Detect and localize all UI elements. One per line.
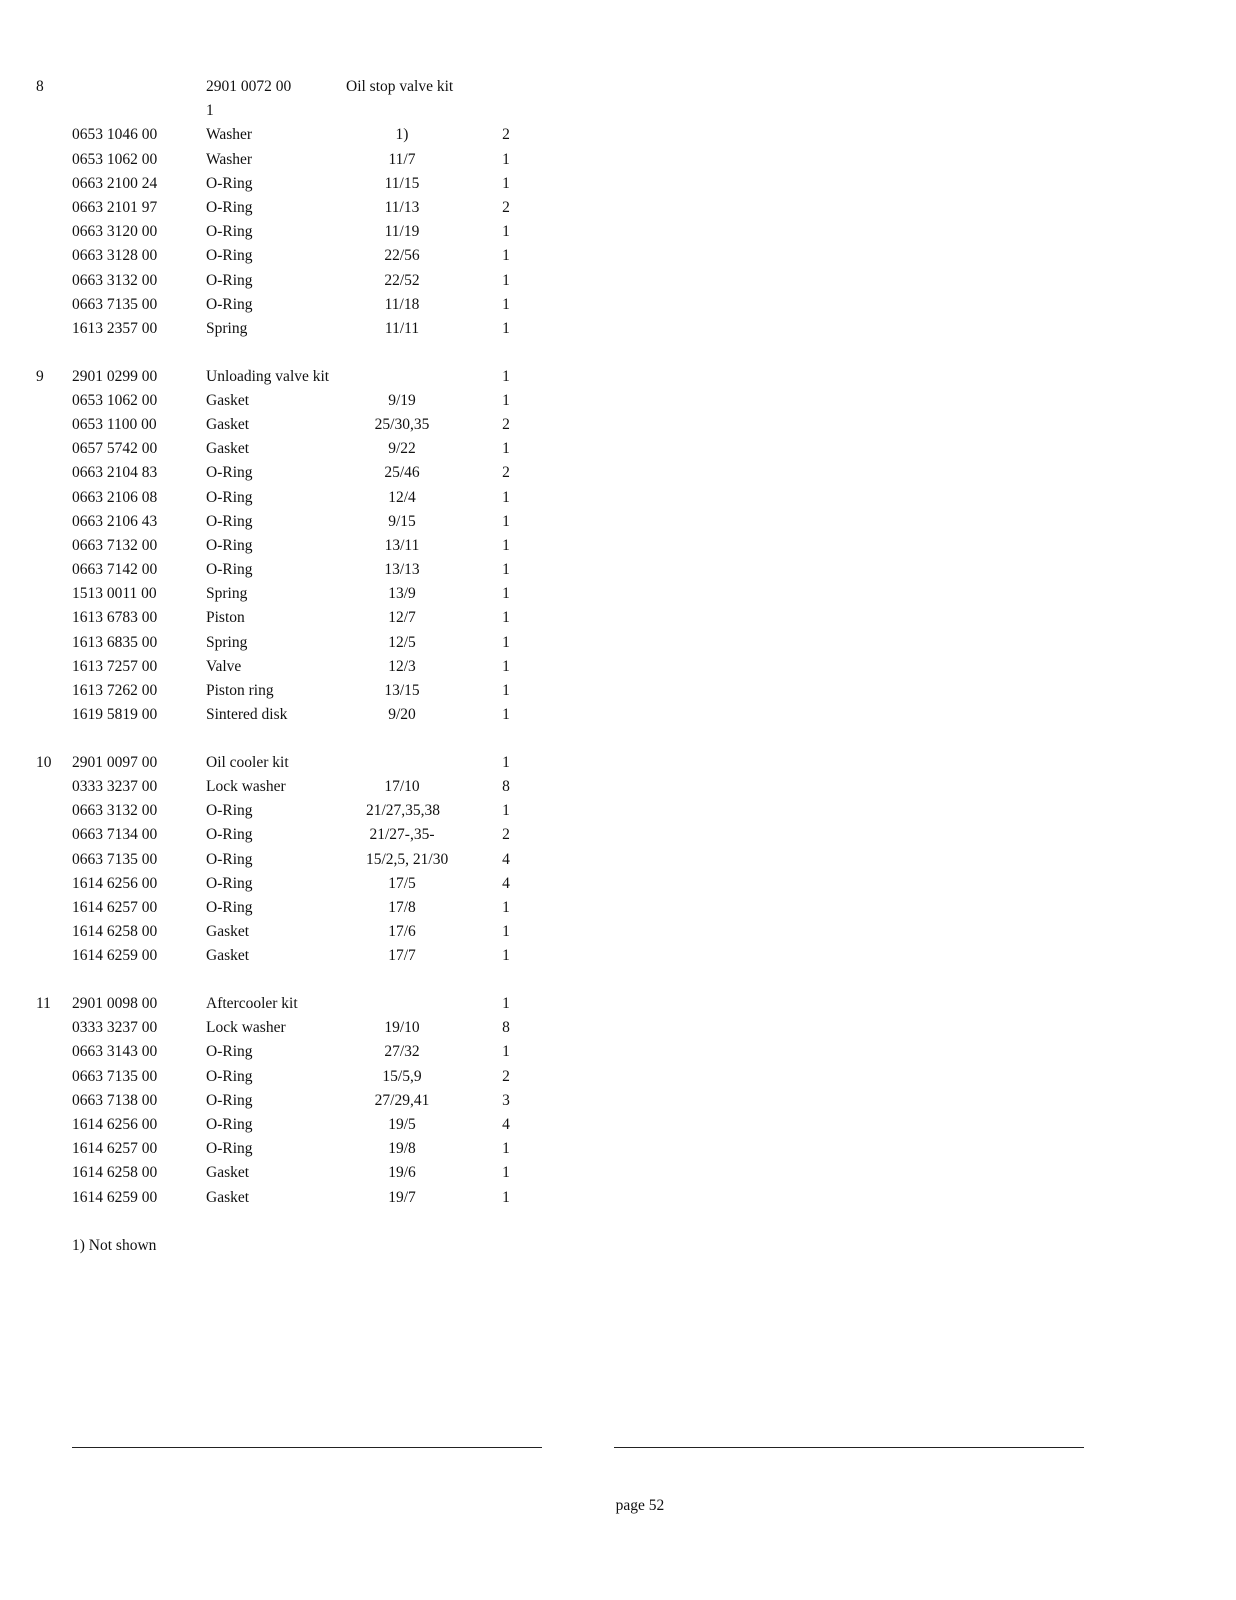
figure-reference: 17/10 <box>384 778 420 796</box>
part-quantity: 1 <box>502 633 510 651</box>
part-description: Gasket <box>206 415 250 433</box>
part-quantity: 8 <box>502 1019 510 1037</box>
kit-part-number: 2901 0299 00 <box>72 367 158 385</box>
part-description: O-Ring <box>206 1140 253 1158</box>
figure-reference: 21/27-,35- <box>369 826 435 844</box>
part-number: 0663 3132 00 <box>72 271 158 289</box>
part-description: O-Ring <box>206 536 253 554</box>
part-quantity: 1 <box>502 657 510 675</box>
part-description: Gasket <box>206 1164 250 1182</box>
figure-reference: 11/18 <box>384 295 420 313</box>
part-description: O-Ring <box>206 488 253 506</box>
part-number: 1614 6259 00 <box>72 1188 158 1206</box>
part-description: O-Ring <box>206 826 253 844</box>
section-gap <box>36 727 536 751</box>
figure-reference: 19/6 <box>388 1164 416 1182</box>
part-quantity: 2 <box>502 415 510 433</box>
part-quantity: 1 <box>502 1140 510 1158</box>
figure-reference: 15/5,9 <box>382 1067 422 1085</box>
part-number: 1614 6257 00 <box>72 1140 158 1158</box>
kit-item-number: 8 <box>36 78 44 95</box>
figure-reference: 25/46 <box>384 464 420 482</box>
part-number: 1613 6835 00 <box>72 633 158 651</box>
part-quantity: 1 <box>502 150 510 168</box>
figure-reference: 11/13 <box>384 198 420 216</box>
part-description: O-Ring <box>206 1043 253 1061</box>
part-quantity: 2 <box>502 826 510 844</box>
part-description: Piston <box>206 609 245 627</box>
part-number: 0663 7134 00 <box>72 826 158 844</box>
part-number: 1614 6256 00 <box>72 874 158 892</box>
part-quantity: 1 <box>502 561 510 579</box>
part-number: 0653 1100 00 <box>72 415 157 433</box>
part-quantity: 1 <box>502 1164 510 1182</box>
figure-reference: 9/15 <box>388 512 416 530</box>
part-description: Lock washer <box>206 778 286 796</box>
part-number: 0663 7132 00 <box>72 536 158 554</box>
figure-reference: 12/4 <box>388 488 416 506</box>
figure-reference: 13/11 <box>384 536 420 554</box>
part-description: Washer <box>206 150 253 168</box>
part-quantity: 1 <box>502 440 510 458</box>
figure-reference: 27/32 <box>384 1043 420 1061</box>
part-number: 0653 1062 00 <box>72 391 158 409</box>
part-description: O-Ring <box>206 1067 253 1085</box>
kit-item-number: 11 <box>36 995 51 1013</box>
table-row <box>36 920 536 944</box>
part-number: 0663 2104 83 <box>72 464 158 482</box>
figure-reference: 12/7 <box>388 609 416 627</box>
part-number: 0663 7135 00 <box>72 1067 158 1085</box>
table-row <box>36 148 536 172</box>
part-number: 0663 3143 00 <box>72 1043 158 1061</box>
part-description: Lock washer <box>206 1019 286 1037</box>
part-quantity: 1 <box>502 947 510 965</box>
part-number: 0663 2100 24 <box>72 174 158 192</box>
part-quantity: 1 <box>502 802 510 820</box>
part-number: 1614 6256 00 <box>72 1116 158 1133</box>
figure-reference: 11/19 <box>384 223 420 241</box>
table-row <box>36 317 536 341</box>
part-number: 0663 7135 00 <box>72 850 158 868</box>
table-row <box>36 631 536 655</box>
table-row <box>36 655 536 679</box>
part-number: 0663 7135 00 <box>72 295 158 313</box>
table-row <box>36 123 536 147</box>
table-row <box>36 293 536 317</box>
part-description: O-Ring <box>206 295 253 313</box>
part-quantity: 3 <box>502 1091 510 1109</box>
kit-part-number: 2901 0097 00 <box>72 753 158 771</box>
kit-name: Unloading valve kit <box>206 367 330 385</box>
part-description: O-Ring <box>206 223 253 241</box>
part-quantity: 1 <box>502 174 510 192</box>
part-description: Gasket <box>206 440 250 458</box>
part-description: O-Ring <box>206 247 253 265</box>
table-row <box>36 606 536 630</box>
table-row <box>36 1016 536 1040</box>
part-description: O-Ring <box>206 1091 253 1109</box>
part-number: 1614 6259 00 <box>72 947 158 965</box>
table-row <box>36 196 536 220</box>
part-description: Gasket <box>206 923 250 941</box>
part-quantity: 4 <box>502 1116 510 1133</box>
part-description: O-Ring <box>206 174 253 192</box>
table-row <box>36 799 536 823</box>
part-description: O-Ring <box>206 271 253 289</box>
table-row <box>36 872 536 896</box>
footer-rule-right <box>614 1447 1084 1448</box>
part-description: O-Ring <box>206 512 253 530</box>
table-row <box>36 848 536 872</box>
part-quantity: 1 <box>502 247 510 265</box>
kit-quantity: 1 <box>502 367 510 385</box>
kit-header-row <box>36 751 536 775</box>
part-number: 1613 7257 00 <box>72 657 158 675</box>
table-row <box>36 510 536 534</box>
table-row <box>36 220 536 244</box>
figure-reference: 17/7 <box>388 947 416 965</box>
table-row <box>36 1040 536 1064</box>
table-row <box>36 679 536 703</box>
table-row <box>36 461 536 485</box>
part-quantity: 1 <box>502 609 510 627</box>
kit-item-number: 9 <box>36 367 44 385</box>
part-description: O-Ring <box>206 874 253 892</box>
kit-header-row <box>36 992 536 1016</box>
table-row <box>36 703 536 727</box>
figure-reference: 13/15 <box>384 682 420 699</box>
part-quantity: 1 <box>502 512 510 530</box>
part-number: 0663 3132 00 <box>72 802 158 820</box>
table-row <box>36 534 536 558</box>
part-number: 0657 5742 00 <box>72 440 158 458</box>
part-quantity: 2 <box>502 464 510 482</box>
part-description: O-Ring <box>206 561 253 579</box>
part-quantity: 1 <box>502 1188 510 1206</box>
figure-reference: 17/5 <box>388 874 416 892</box>
figure-reference: 11/15 <box>384 174 420 192</box>
part-description: Gasket <box>206 391 250 409</box>
parts-table <box>36 75 536 1210</box>
part-quantity: 1 <box>502 488 510 506</box>
section-gap <box>36 969 536 993</box>
figure-reference: 22/56 <box>384 247 420 265</box>
figure-reference: 21/27,35,38 <box>366 802 441 820</box>
part-description: Gasket <box>206 947 250 965</box>
figure-reference: 19/5 <box>388 1116 416 1133</box>
kit-header-row <box>36 365 536 389</box>
part-quantity: 1 <box>502 295 510 313</box>
part-quantity: 1 <box>502 682 510 699</box>
part-number: 0663 3128 00 <box>72 247 158 265</box>
kit-item-number: 10 <box>36 753 52 771</box>
kit-number-continuation-row <box>36 99 536 123</box>
table-row <box>36 172 536 196</box>
part-quantity: 1 <box>502 1043 510 1061</box>
part-quantity: 8 <box>502 778 510 796</box>
section-gap <box>36 341 536 365</box>
part-quantity: 1 <box>502 923 510 941</box>
part-quantity: 2 <box>502 198 510 216</box>
kit-quantity: 1 <box>502 995 510 1013</box>
part-quantity: 2 <box>502 1067 510 1085</box>
table-row <box>36 437 536 461</box>
figure-reference: 9/22 <box>388 440 416 458</box>
part-description: Gasket <box>206 1188 250 1206</box>
part-description: O-Ring <box>206 850 253 868</box>
part-number: 0663 2101 97 <box>72 198 158 216</box>
part-number: 0653 1046 00 <box>72 126 158 144</box>
part-description: O-Ring <box>206 899 253 916</box>
part-quantity: 4 <box>502 850 510 868</box>
part-description: Piston ring <box>206 682 274 699</box>
footer-rule-left <box>72 1447 542 1448</box>
part-quantity: 1 <box>502 271 510 289</box>
part-description: Sintered disk <box>206 706 288 724</box>
table-row <box>36 823 536 847</box>
figure-reference: 19/10 <box>384 1019 420 1037</box>
table-row <box>36 413 536 437</box>
part-description: O-Ring <box>206 198 253 216</box>
figure-reference: 27/29,41 <box>374 1091 430 1109</box>
part-quantity: 1 <box>502 585 510 603</box>
part-number: 0663 7142 00 <box>72 561 158 579</box>
table-row <box>36 1186 536 1210</box>
figure-reference: 19/7 <box>388 1188 416 1206</box>
part-number: 0663 3120 00 <box>72 223 158 241</box>
part-description: Spring <box>206 319 248 337</box>
page-number: page 52 <box>615 1497 665 1514</box>
part-description: Washer <box>206 126 253 144</box>
table-row <box>36 1065 536 1089</box>
table-row <box>36 944 536 968</box>
part-number: 1613 7262 00 <box>72 682 158 699</box>
figure-reference: 25/30,35 <box>374 415 430 433</box>
part-number: 1614 6257 00 <box>72 899 158 916</box>
table-row <box>36 1113 536 1137</box>
part-number: 1613 6783 00 <box>72 609 158 627</box>
table-row <box>36 896 536 920</box>
figure-reference: 17/8 <box>388 899 416 916</box>
table-row <box>36 1089 536 1113</box>
part-quantity: 1 <box>502 319 510 337</box>
part-description: O-Ring <box>206 802 253 820</box>
table-row <box>36 486 536 510</box>
figure-reference: 9/20 <box>388 706 416 724</box>
part-number: 0333 3237 00 <box>72 778 158 796</box>
table-row <box>36 1161 536 1185</box>
kit-header-row <box>36 75 536 99</box>
figure-reference: 22/52 <box>384 271 420 289</box>
table-row <box>36 269 536 293</box>
kit-part-number: 2901 0072 00 <box>206 78 292 95</box>
part-description: O-Ring <box>206 1116 253 1133</box>
table-row <box>36 244 536 268</box>
kit-name: Aftercooler kit <box>206 995 298 1013</box>
part-number: 1614 6258 00 <box>72 923 158 941</box>
figure-reference: 17/6 <box>388 923 416 941</box>
kit-number-continuation: 1 <box>206 102 214 120</box>
kit-quantity: 1 <box>502 753 510 771</box>
part-number: 1619 5819 00 <box>72 706 158 724</box>
part-number: 0663 2106 43 <box>72 512 158 530</box>
figure-reference: 15/2,5, 21/30 <box>366 850 449 868</box>
part-quantity: 1 <box>502 706 510 724</box>
figure-reference: 13/9 <box>388 585 416 603</box>
table-row <box>36 582 536 606</box>
part-description: Valve <box>206 657 242 675</box>
kit-part-number: 2901 0098 00 <box>72 995 158 1013</box>
part-number: 1613 2357 00 <box>72 319 158 337</box>
table-row <box>36 389 536 413</box>
part-number: 1614 6258 00 <box>72 1164 158 1182</box>
part-quantity: 4 <box>502 874 510 892</box>
part-description: O-Ring <box>206 464 253 482</box>
figure-reference: 9/19 <box>388 391 416 409</box>
figure-reference: 11/7 <box>388 150 416 168</box>
part-number: 0333 3237 00 <box>72 1019 158 1037</box>
kit-name: Oil stop valve kit <box>346 78 454 95</box>
figure-reference: 12/3 <box>388 657 416 675</box>
part-quantity: 2 <box>502 126 510 144</box>
part-number: 0663 7138 00 <box>72 1091 158 1109</box>
part-number: 0663 2106 08 <box>72 488 158 506</box>
part-quantity: 1 <box>502 223 510 241</box>
figure-reference: 12/5 <box>388 633 416 651</box>
part-description: Spring <box>206 585 248 603</box>
part-number: 0653 1062 00 <box>72 150 158 168</box>
part-quantity: 1 <box>502 391 510 409</box>
table-row <box>36 775 536 799</box>
part-number: 1513 0011 00 <box>72 585 157 603</box>
part-description: Spring <box>206 633 248 651</box>
figure-reference: 11/11 <box>384 319 420 337</box>
kit-name: Oil cooler kit <box>206 753 289 771</box>
figure-reference: 1) <box>395 126 409 144</box>
figure-reference: 19/8 <box>388 1140 416 1158</box>
part-quantity: 1 <box>502 899 510 916</box>
footnote: 1) Not shown <box>72 1237 157 1254</box>
figure-reference: 13/13 <box>384 561 420 579</box>
part-quantity: 1 <box>502 536 510 554</box>
table-row <box>36 1137 536 1161</box>
table-row <box>36 558 536 582</box>
